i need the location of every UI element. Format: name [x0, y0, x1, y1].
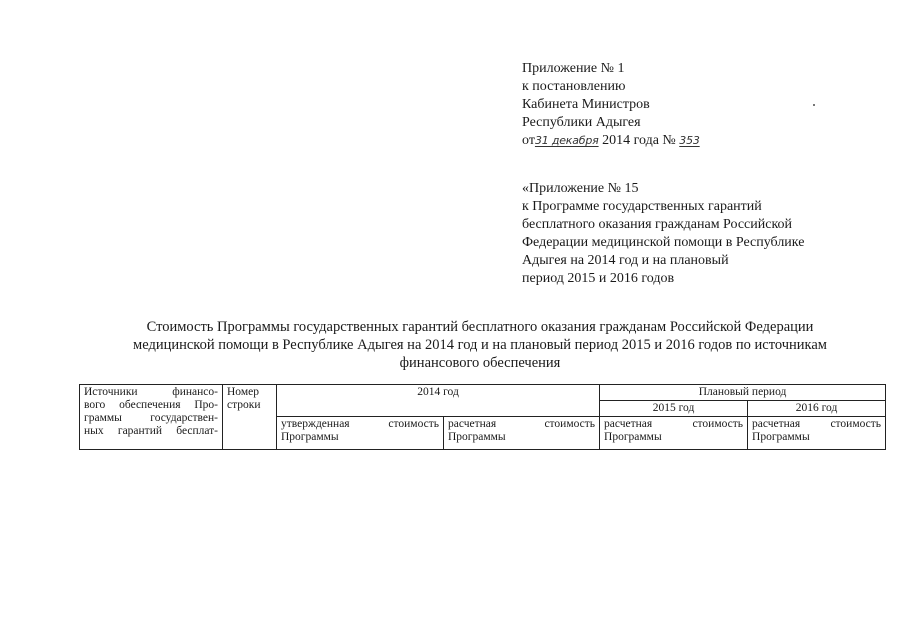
- appendix-1-republic: Республики Адыгея: [522, 115, 641, 130]
- appendix-15-header: [522, 180, 804, 288]
- appendix-15-line-6: период 2015 и 2016 годов: [522, 271, 675, 286]
- appendix-1-cabinet: Кабинета Министров: [522, 97, 650, 112]
- appendix-15-line-3: бесплатного оказания гражданам Российской: [522, 217, 793, 232]
- table-header-row-1: [80, 385, 886, 401]
- appendix-1-header: [522, 60, 700, 150]
- cost-table-container: [79, 384, 885, 450]
- calc-cost-2014-line-2: Программы: [448, 431, 506, 443]
- header-calc-cost-2014: [444, 417, 600, 450]
- document-title: [80, 318, 880, 372]
- date-suffix: 2014 года №: [598, 133, 680, 148]
- approved-cost-line-2: Программы: [281, 431, 339, 443]
- handwritten-number: 353: [679, 134, 700, 147]
- appendix-1-date-line: [522, 132, 700, 150]
- scan-speck: [813, 104, 815, 106]
- appendix-15-line-5: Адыгея на 2014 год и на плановый: [522, 253, 729, 268]
- appendix-1-title: Приложение № 1: [522, 61, 625, 76]
- header-2014: 2014 год: [277, 385, 600, 417]
- header-row-number-line: Номер: [227, 386, 259, 398]
- header-approved-cost-2014: [277, 417, 444, 450]
- header-planning-period: Плановый период: [600, 385, 886, 401]
- title-line-2: медицинской помощи в Республике Адыгея на 2014 год и на плановый период 2015 и 2016 годов по источникам: [133, 337, 827, 353]
- header-sources-line: ных гарантий бесплат-: [84, 425, 218, 437]
- header-row-number: [223, 385, 277, 450]
- header-row-number-line: строки: [227, 399, 261, 411]
- appendix-15-title: «Приложение № 15: [522, 181, 639, 196]
- appendix-1-to-resolution: к постановлению: [522, 79, 626, 94]
- header-2016: 2016 год: [748, 401, 886, 417]
- handwritten-date: 31 декабря: [534, 134, 599, 147]
- approved-cost-line-1: утвержденная стоимость: [281, 418, 439, 430]
- header-sources-line: Источники финансо-: [84, 386, 218, 398]
- calc-cost-2014-line-1: расчетная стоимость: [448, 418, 596, 430]
- appendix-15-line-2: к Программе государственных гарантий: [522, 199, 762, 214]
- header-2015: 2015 год: [600, 401, 748, 417]
- title-line-3: финансового обеспечения: [399, 355, 561, 371]
- calc-cost-2016-line-2: Программы: [752, 431, 810, 443]
- title-line-1: Стоимость Программы государственных гарантий бесплатного оказания гражданам Российской Федерации: [146, 319, 814, 335]
- header-sources-line: вого обеспечения Про-: [84, 399, 218, 411]
- header-sources: [80, 385, 223, 450]
- cost-table: [79, 384, 886, 450]
- appendix-15-line-4: Федерации медицинской помощи в Республике: [522, 235, 805, 250]
- calc-cost-2016-line-1: расчетная стоимость: [752, 418, 882, 430]
- header-calc-cost-2016: [748, 417, 886, 450]
- calc-cost-2015-line-1: расчетная стоимость: [604, 418, 744, 430]
- header-calc-cost-2015: [600, 417, 748, 450]
- date-prefix: от: [522, 133, 535, 148]
- header-sources-line: граммы государствен-: [84, 412, 218, 424]
- calc-cost-2015-line-2: Программы: [604, 431, 662, 443]
